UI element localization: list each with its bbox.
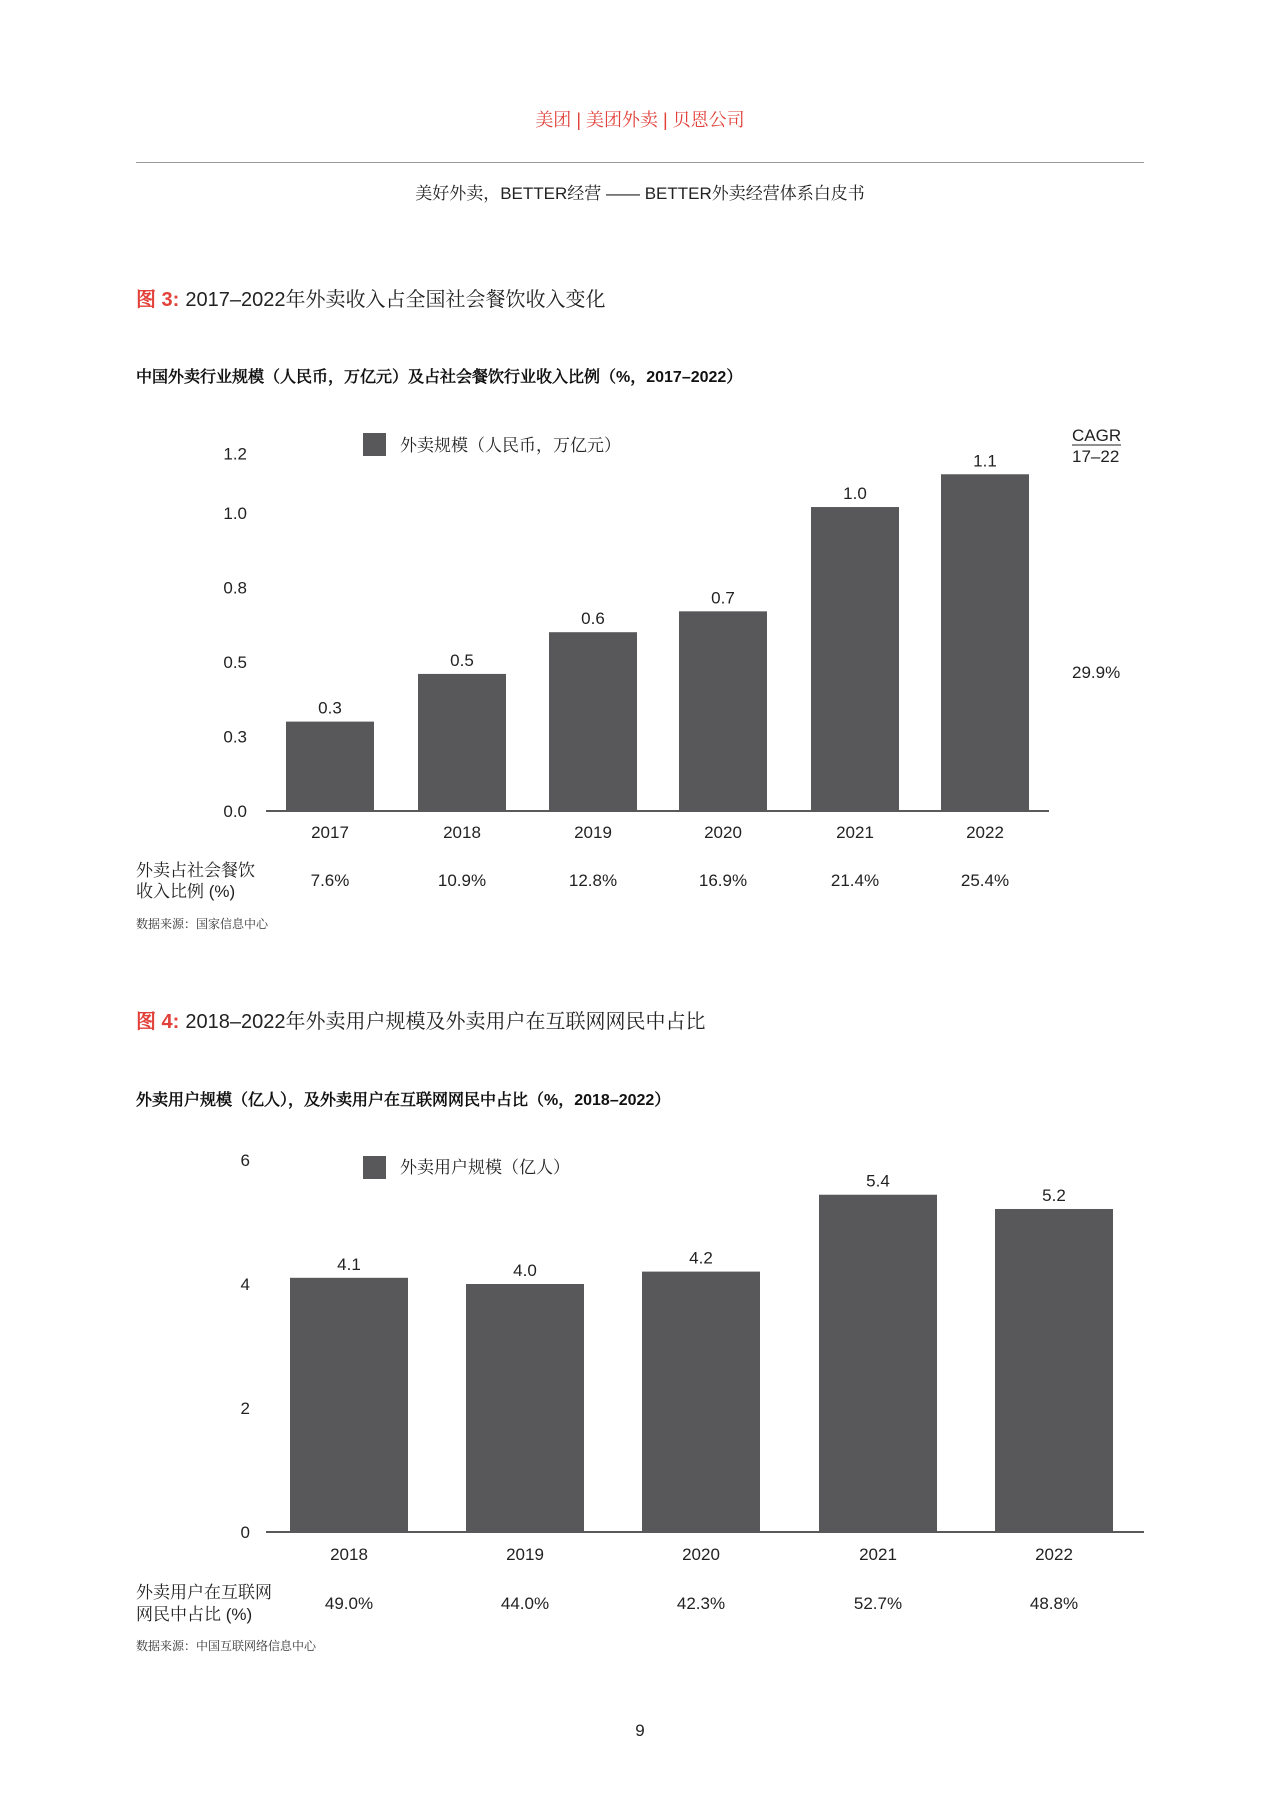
share-row-label-line-2: 网民中占比 (%) <box>136 1605 253 1624</box>
share-value-2020: 16.9% <box>698 871 748 890</box>
figure-4-title-text: 2018–2022年外卖用户规模及外卖用户在互联网网民中占比 <box>185 1011 706 1033</box>
y-tick-label: 0 <box>240 1523 250 1542</box>
chart-2-marks <box>241 1151 1144 1613</box>
y-tick-label: 0.0 <box>223 802 247 821</box>
legend-label: 外卖用户规模（亿人） <box>400 1158 570 1177</box>
page-number: 9 <box>635 1721 645 1740</box>
figure-4-label: 图 4: <box>136 1011 180 1033</box>
bar-2018 <box>290 1278 408 1532</box>
share-value-2022: 25.4% <box>960 871 1010 890</box>
share-value-2018: 10.9% <box>437 871 487 890</box>
chart-1-source: 数据来源：国家信息中心 <box>136 917 269 931</box>
cagr-label: CAGR <box>1072 426 1122 445</box>
share-row-label-line-1: 外卖占社会餐饮 <box>136 861 255 880</box>
figure-3-label: 图 3: <box>136 289 180 311</box>
share-value-2019: 44.0% <box>500 1594 550 1613</box>
y-tick-label: 6 <box>240 1151 250 1170</box>
share-value-2017: 7.6% <box>310 871 350 890</box>
share-row-label-line-2: 收入比例 (%) <box>136 882 236 901</box>
bar-2017 <box>286 722 374 811</box>
bar-2019 <box>549 632 637 811</box>
share-value-2019: 12.8% <box>568 871 618 890</box>
bar-value-label-2022: 5.2 <box>1042 1185 1066 1205</box>
y-tick-label: 2 <box>240 1399 250 1418</box>
bar-value-label-2018: 0.5 <box>450 650 474 670</box>
bar-2022 <box>995 1209 1113 1532</box>
x-tick-label-2020: 2020 <box>704 823 742 842</box>
bar-2019 <box>466 1284 584 1532</box>
y-tick-label: 4 <box>240 1275 250 1294</box>
y-tick-label: 1.0 <box>223 504 247 523</box>
share-value-2021: 21.4% <box>830 871 880 890</box>
x-tick-label-2018: 2018 <box>330 1545 368 1564</box>
report-subtitle: 美好外卖，BETTER经营 —— BETTER外卖经营体系白皮书 <box>415 184 865 203</box>
bar-2020 <box>679 611 767 811</box>
bar-2021 <box>819 1195 937 1532</box>
bar-value-label-2021: 1.0 <box>843 484 867 504</box>
bar-value-label-2021: 5.4 <box>866 1171 890 1191</box>
legend-swatch <box>363 1156 386 1179</box>
share-value-2018: 49.0% <box>324 1594 374 1613</box>
x-tick-label-2022: 2022 <box>1035 1545 1073 1564</box>
bar-value-label-2017: 0.3 <box>318 698 342 718</box>
bar-value-label-2020: 0.7 <box>711 588 735 608</box>
chart-2-heading: 外卖用户规模（亿人），及外卖用户在互联网网民中占比（%，2018–2022） <box>136 1092 671 1109</box>
legend-swatch <box>363 433 386 456</box>
chart-2-source: 数据来源：中国互联网络信息中心 <box>136 1639 317 1653</box>
bar-value-label-2022: 1.1 <box>973 451 997 471</box>
bar-value-label-2019: 4.0 <box>513 1261 537 1280</box>
chart-1-marks <box>223 444 1049 890</box>
share-value-2022: 48.8% <box>1029 1594 1079 1613</box>
x-tick-label-2017: 2017 <box>311 823 349 842</box>
chart-2 <box>136 1151 1144 1653</box>
x-tick-label-2020: 2020 <box>682 1545 720 1564</box>
cagr-period: 17–22 <box>1072 447 1120 466</box>
report-brand-header: 美团 | 美团外卖 | 贝恩公司 <box>535 110 745 130</box>
share-row-label-line-1: 外卖用户在互联网 <box>136 1583 272 1602</box>
y-tick-label: 1.2 <box>223 444 247 464</box>
x-tick-label-2019: 2019 <box>506 1545 544 1564</box>
x-tick-label-2019: 2019 <box>574 823 612 842</box>
bar-value-label-2018: 4.1 <box>337 1254 361 1274</box>
bar-2022 <box>941 474 1029 811</box>
y-tick-label: 0.8 <box>223 578 247 598</box>
x-tick-label-2018: 2018 <box>443 823 481 842</box>
x-tick-label-2021: 2021 <box>836 823 874 842</box>
share-value-2021: 52.7% <box>853 1594 903 1613</box>
chart-1 <box>136 426 1121 931</box>
y-tick-label: 0.3 <box>223 727 247 747</box>
bar-2020 <box>642 1272 760 1532</box>
share-value-2020: 42.3% <box>676 1594 726 1613</box>
bar-value-label-2020: 4.2 <box>689 1248 713 1268</box>
cagr-value: 29.9% <box>1072 663 1121 682</box>
bar-value-label-2019: 0.6 <box>581 609 605 629</box>
x-tick-label-2022: 2022 <box>966 823 1004 842</box>
y-tick-label: 0.5 <box>223 653 247 672</box>
bar-2021 <box>811 507 899 811</box>
x-tick-label-2021: 2021 <box>859 1545 897 1564</box>
legend-label: 外卖规模（人民币，万亿元） <box>400 436 621 455</box>
bar-2018 <box>418 674 506 811</box>
figure-3-title-text: 2017–2022年外卖收入占全国社会餐饮收入变化 <box>185 289 606 311</box>
chart-1-heading: 中国外卖行业规模（人民币，万亿元）及占社会餐饮行业收入比例（%，2017–2022） <box>136 369 743 386</box>
